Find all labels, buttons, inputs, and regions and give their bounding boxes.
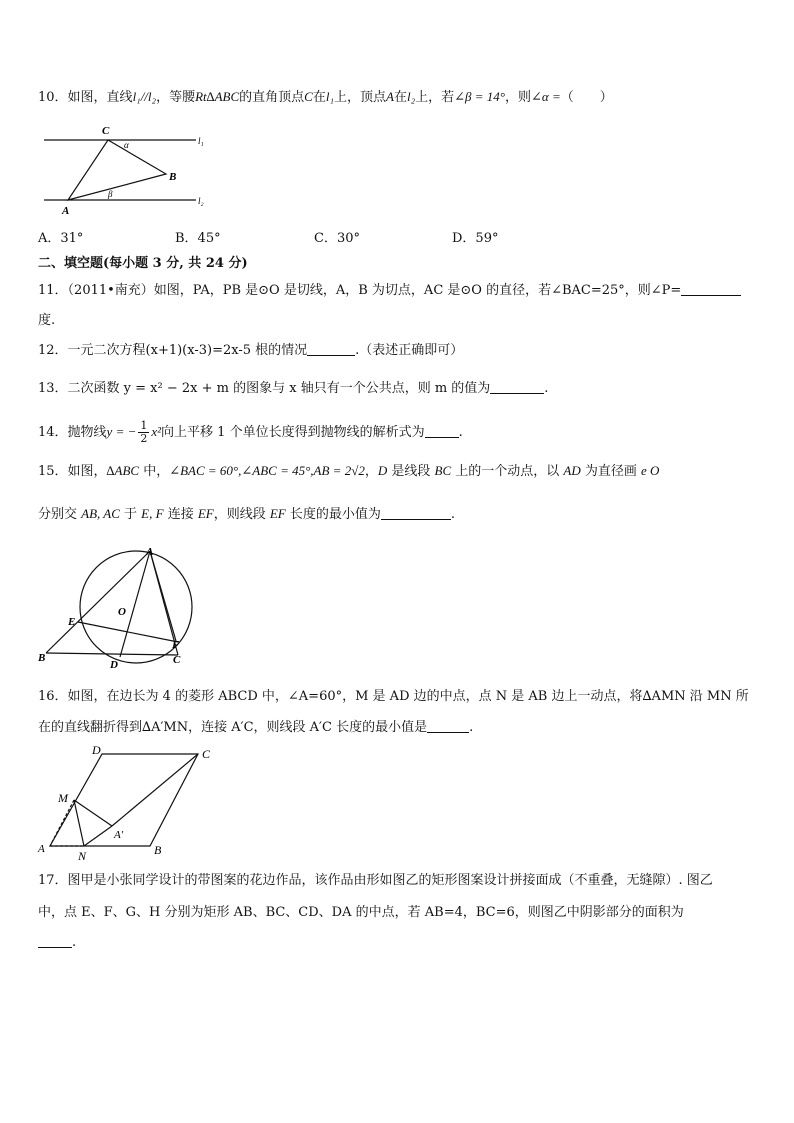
q15-label-c: C	[173, 654, 181, 666]
q10-label-alpha: α	[124, 140, 129, 150]
q11-stem: 11．（2011•南充）如图，PA，PB 是⊙O 是切线，A，B 为切点，AC 是⊙O 的直径，若∠BAC=25°，则∠P=	[38, 282, 741, 300]
q12-answer-blank[interactable]	[307, 342, 355, 356]
q10-option-a[interactable]: A．31°	[38, 231, 84, 246]
q10-label-b: B	[169, 171, 177, 183]
q16-label-d: D	[92, 743, 101, 757]
q14-stem: 14．抛物线y = − $\frac{1}{2}$ x²向上平移 1 个单位长度得到抛物线的解析式为 .	[38, 419, 463, 445]
q15-label-e: E	[68, 616, 76, 628]
q15-label-o: O	[118, 606, 126, 618]
q14-fraction: $\frac{1}{2}$	[140, 419, 148, 445]
q11-cont: 度.	[38, 313, 56, 328]
q16-label-m: M	[58, 791, 68, 805]
q10-option-d[interactable]: D．59°	[452, 231, 499, 246]
q10-stem: 10．如图，直线l₁//l₂，等腰Rt∆ABC的直角顶点C在l₁上，顶点A在l₂上，若∠β = 14°，则∠α =（ ）	[38, 89, 613, 105]
q11-answer-blank[interactable]	[681, 282, 741, 296]
q13-stem: 13．二次函数 y = x² − 2x + m 的图象与 x 轴只有一个公共点，则 m 的值为 .	[38, 381, 549, 396]
q10-label-l2: l₂	[198, 196, 204, 206]
q15-label-b: B	[38, 652, 46, 664]
q15-answer-blank[interactable]	[381, 506, 451, 520]
q10-label-c: C	[102, 125, 110, 137]
q15-label-d: D	[110, 659, 118, 671]
q16-label-b: B	[154, 843, 162, 857]
q16-answer-blank[interactable]	[427, 719, 469, 733]
q15-stem-line1: 15．如图，∆ABC 中，∠BAC = 60°,∠ABC = 45°,AB = 2√2，D 是线段 BC 上的一个动点，以 AD 为直径画 e O	[38, 463, 660, 479]
q13-answer-blank[interactable]	[490, 380, 544, 394]
q10-option-c[interactable]: C．30°	[314, 231, 360, 246]
q17-stem-line2: 中，点 E、F、G、H 分别为矩形 AB、BC、CD、DA 的中点，若 AB=4，BC=6，则图乙中阴影部分的面积为	[38, 905, 684, 920]
q14-answer-blank[interactable]	[425, 424, 459, 438]
q16-label-c: C	[202, 747, 211, 761]
q16-figure	[38, 742, 228, 864]
q16-label-n: N	[78, 849, 87, 863]
q10-label-beta: β	[108, 189, 113, 199]
section-heading: 二、填空题(每小题 3 分, 共 24 分)	[38, 256, 248, 271]
q15-stem-line2: 分别交 AB, AC 于 E, F 连接 EF，则线段 EF 长度的最小值为 .	[38, 506, 456, 522]
q17-stem-line1: 17．图甲是小张同学设计的带图案的花边作品，该作品由形如图乙的矩形图案设计拼接面成（不重叠，无缝隙）. 图乙	[38, 873, 713, 888]
q10-label-l1: l₁	[198, 136, 204, 146]
q12-stem: 12．一元二次方程(x+1)(x-3)=2x-5 根的情况 .（表述正确即可）	[38, 343, 464, 358]
q17-stem-line3: .	[38, 934, 76, 952]
q10-option-b[interactable]: B．45°	[175, 231, 221, 246]
q16-stem-line2: 在的直线翻折得到∆A′MN，连接 A′C，则线段 A′C 长度的最小值是 .	[38, 720, 474, 735]
q16-stem-line1: 16．如图，在边长为 4 的菱形 ABCD 中，∠A=60°，M 是 AD 边的中点，点 N 是 AB 边上一动点，将∆AMN 沿 MN 所	[38, 689, 749, 704]
q15-figure	[38, 545, 198, 670]
q16-label-a: A	[38, 843, 45, 855]
q10-figure	[38, 122, 218, 220]
q15-label-a: A	[146, 546, 154, 558]
q15-label-f: F	[172, 639, 180, 651]
q16-label-a-prime: A′	[114, 829, 124, 841]
q17-answer-blank[interactable]	[38, 934, 72, 948]
q10-label-a: A	[62, 205, 70, 217]
